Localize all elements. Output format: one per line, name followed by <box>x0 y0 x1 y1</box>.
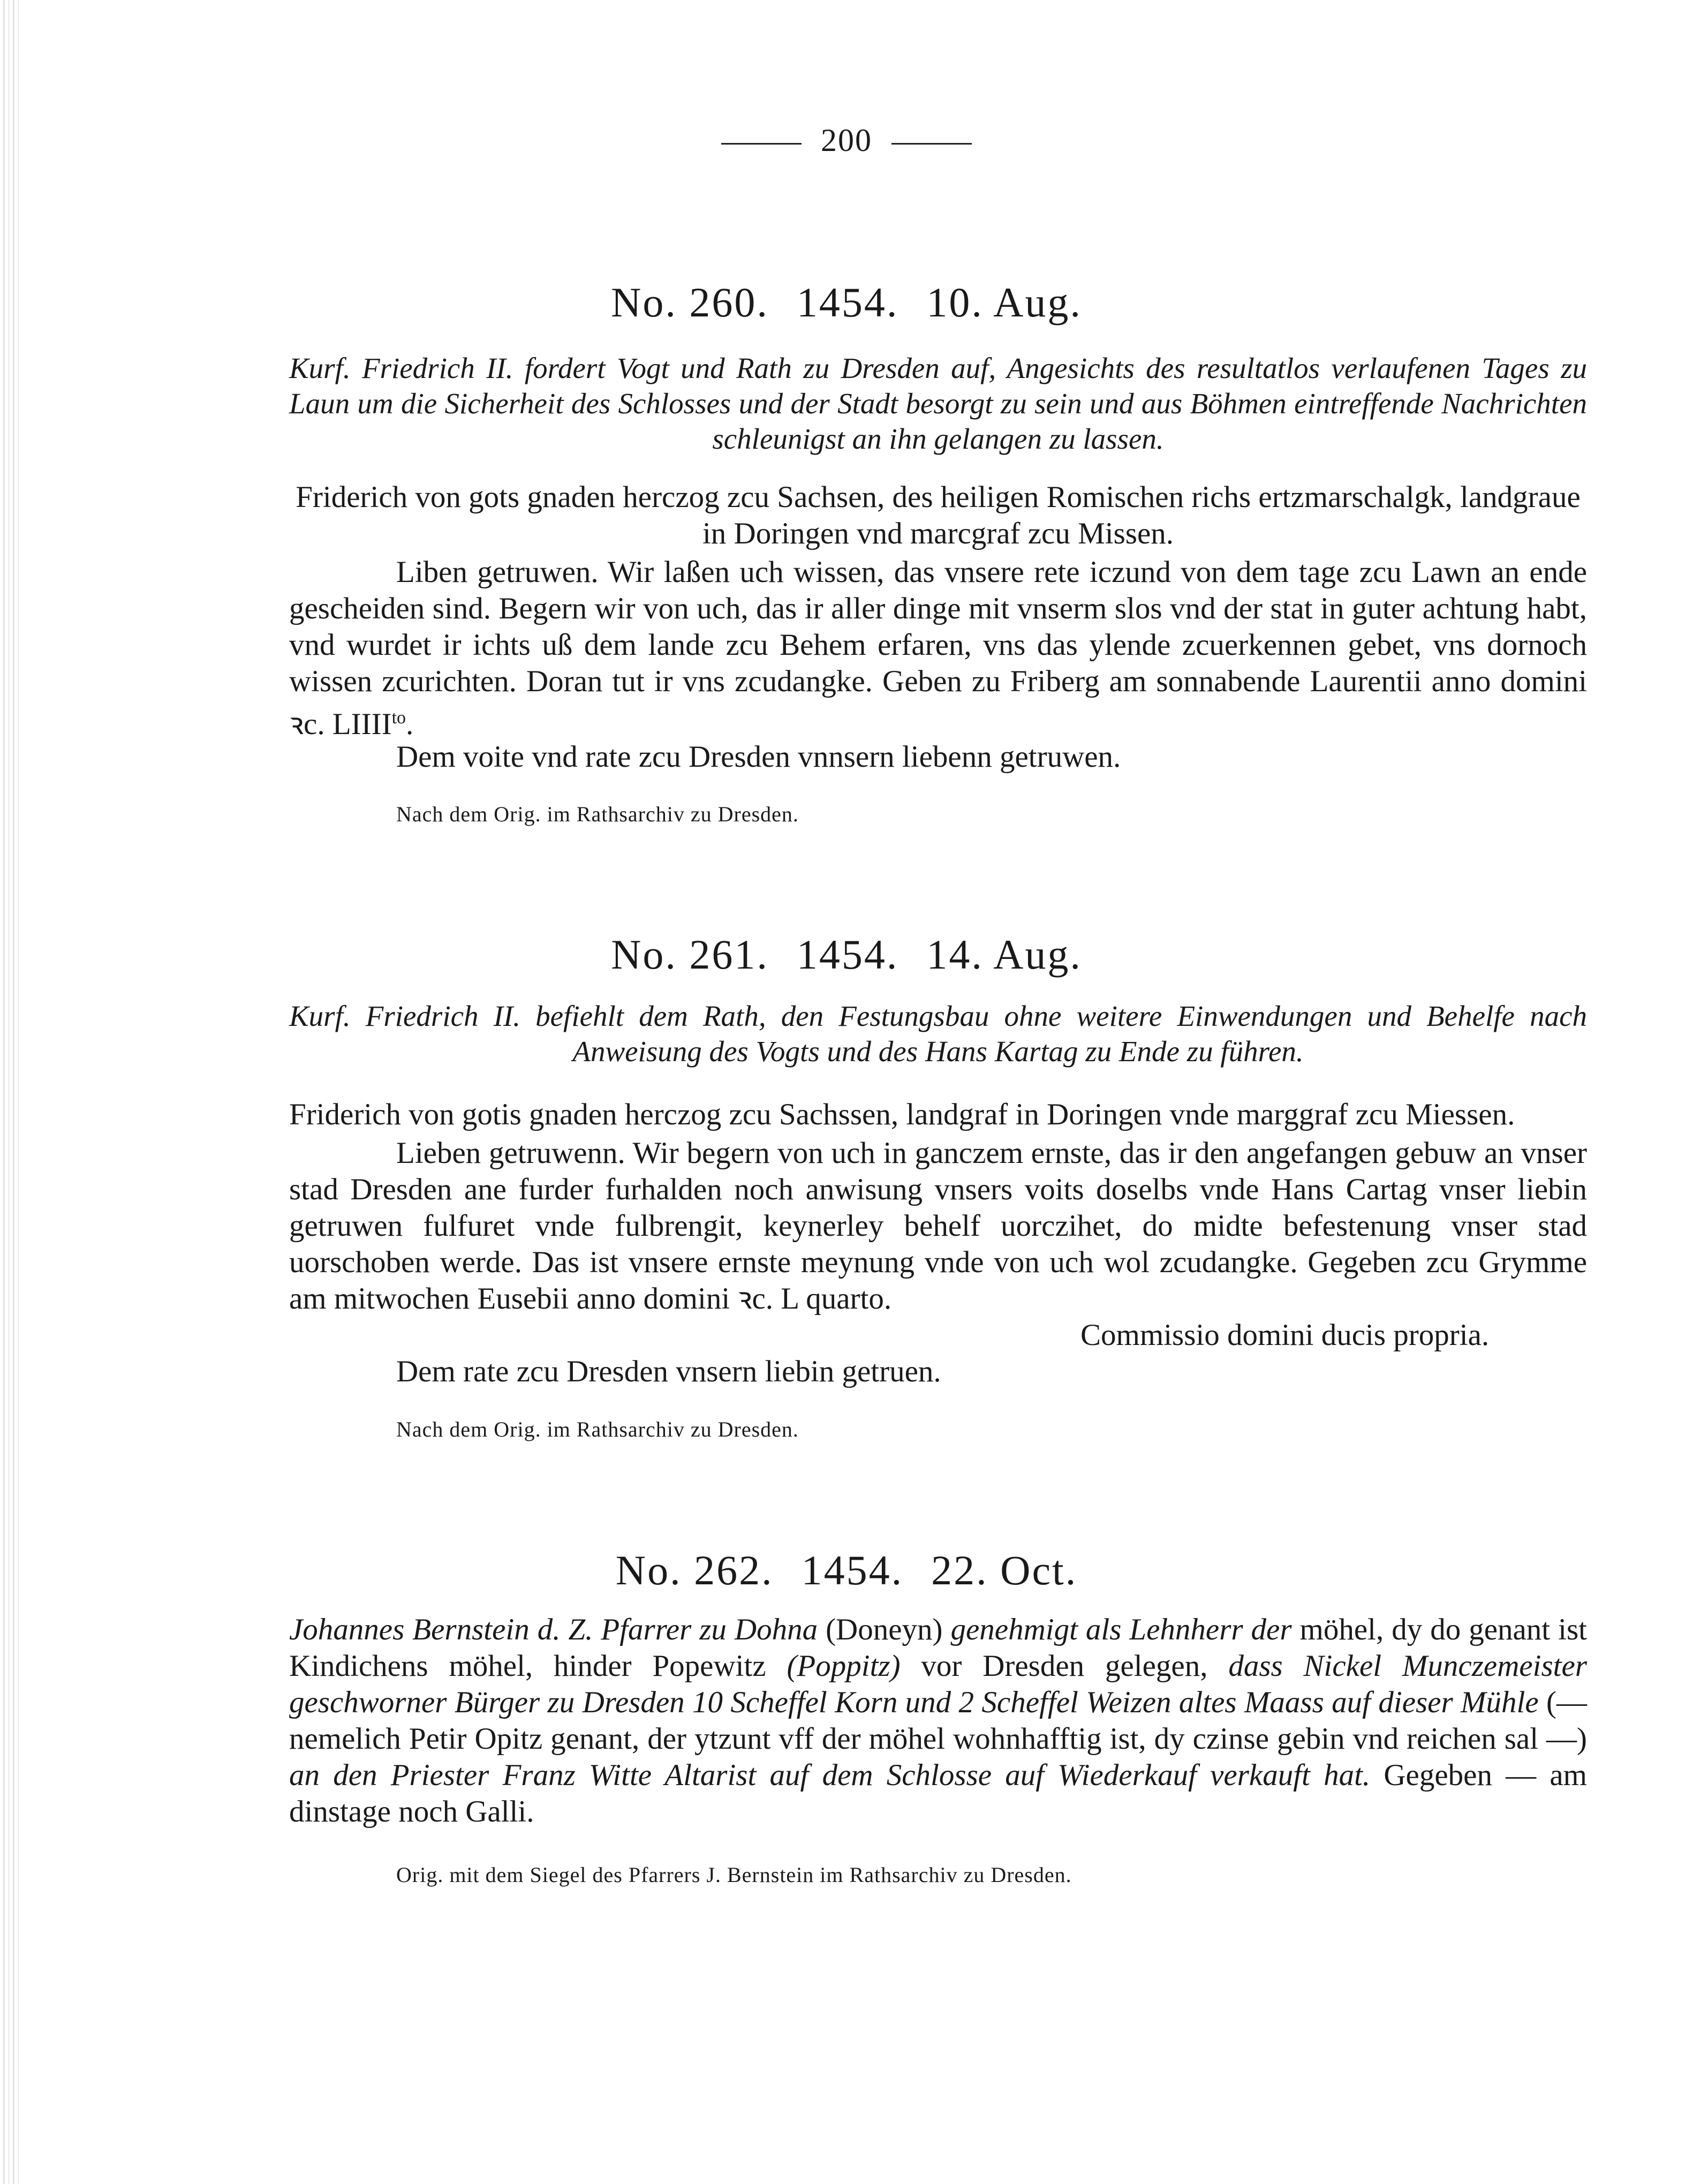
entry-date: 10. Aug. <box>926 279 1082 326</box>
regest-segment: vor Dresden gelegen, <box>900 1649 1229 1683</box>
regest-segment: Johannes Bernstein d. Z. Pfarrer zu Dohna <box>289 1613 818 1646</box>
entry-261-abstract: Kurf. Friedrich II. befiehlt dem Rath, den Festungsbau ohne weitere Einwendungen und Behelfe nach Anweisung des Vogts und des Hans Kartag zu Ende zu führen. <box>289 1000 1587 1068</box>
entry-262-regest <box>289 1612 1587 1830</box>
page-header <box>0 122 1693 159</box>
entry-year: 1454. <box>796 931 899 978</box>
entry-261-address: Dem rate zcu Dresden vnsern liebin getruen. <box>396 1355 941 1388</box>
regest-segment: an den Priester Franz Witte Altarist auf dem Schlosse auf Wiederkauf verkauft hat. <box>289 1758 1371 1792</box>
entry-260-body-text: Liben getruwen. Wir laßen uch wissen, das vnsere rete iczund von dem tage zcu Lawn an ende gescheiden sind. Begern wir von uch, das ir aller dinge mit vnserm slos vnd der stat in guter achtung habt, vnd wurdet ir ichts uß dem lande zcu Behem erfaren, vns das ylende zcuerkennen gebet, vns dornoch wissen zcurichten. Doran tut ir vns zcudangke. Geben zu Friberg am sonnabende Laurentii anno domini ꝛc. LIIII <box>289 555 1587 741</box>
entry-260-body-superscript: to <box>391 708 406 728</box>
entry-260-abstract: Kurf. Friedrich II. fordert Vogt und Rath zu Dresden auf, Angesichts des resultatlos verlaufenen Tages zu Laun um die Sicherheit des Schlosses und der Stadt besorgt zu sein und aus Böhmen eintreffende Nachrichten schleunigst an ihn gelangen zu lassen. <box>289 352 1587 455</box>
regest-segment: (— nemelich Petir Opitz genant, der ytzunt vff der möhel wohnhafftig ist, dy czinse gebin vnd reichen sal —) <box>289 1686 1587 1756</box>
regest-segment: Gegeben — am dinstage noch Galli. <box>289 1758 1588 1828</box>
regest-segment: (Poppitz) <box>787 1649 901 1683</box>
entry-262-source: Orig. mit dem Siegel des Pfarrers J. Bernstein im Rathsarchiv zu Dresden. <box>396 1863 1072 1887</box>
entry-number: No. 261. <box>611 931 769 978</box>
entry-year: 1454. <box>801 1547 904 1593</box>
regest-segment: möhel, dy do genant ist Kindichens möhel, hinder Popewitz <box>289 1613 1587 1683</box>
entry-date: 14. Aug. <box>926 931 1082 978</box>
page-number: 200 <box>821 123 872 158</box>
entry-year: 1454. <box>796 279 899 326</box>
entry-261-source: Nach dem Orig. im Rathsarchiv zu Dresden. <box>396 1417 799 1441</box>
header-rule-left <box>721 143 802 145</box>
regest-segment: genehmigt als Lehnherr der <box>950 1613 1292 1646</box>
entry-260-source: Nach dem Orig. im Rathsarchiv zu Dresden. <box>396 802 799 826</box>
entry-262-title <box>0 1546 1693 1594</box>
entry-261-title <box>0 931 1693 979</box>
scan-edge-shadow <box>0 0 19 2184</box>
entry-date: 22. Oct. <box>931 1547 1078 1593</box>
entry-261-intitulatio: Friderich von gotis gnaden herczog zcu Sachssen, landgraf in Doringen vnde marggraf zcu Miessen. <box>289 1098 1515 1131</box>
entry-260-title <box>0 278 1693 327</box>
entry-260-address: Dem voite vnd rate zcu Dresden vnnsern liebenn getruwen. <box>396 740 1121 774</box>
entry-260-body <box>289 554 1587 743</box>
entry-260-intitulatio: Friderich von gots gnaden herczog zcu Sachsen, des heiligen Romischen richs ertzmarschalgk, landgraue in Doringen vnd marcgraf zcu Missen. <box>296 480 1581 550</box>
entry-260-body-end: . <box>406 707 414 741</box>
entry-number: No. 260. <box>611 279 769 326</box>
entry-261-subscription: Commissio domini ducis propria. <box>1080 1318 1490 1352</box>
entry-number: No. 262. <box>615 1547 774 1593</box>
regest-segment: (Doneyn) <box>818 1613 951 1646</box>
header-rule-right <box>891 143 972 145</box>
entry-261-body: Lieben getruwenn. Wir begern von uch in ganczem ernste, das ir den angefangen gebuw an vnser stad Dresden ane furder furhalden noch anwisung vnsers voits doselbs vnde Hans Cartag vnser liebin getruwen fulfuret vnde fulbrengit, keynerley behelf uorczihet, do midte befestenung vnser stad uorschoben werde. Das ist vnsere ernste meynung vnde von uch wol zcudangke. Gegeben zcu Grymme am mitwochen Eusebii anno domini ꝛc. L quarto. <box>289 1136 1587 1316</box>
regest-segment: dass Nickel Munczemeister geschworner Bürger zu Dresden 10 Scheffel Korn und 2 Scheffel Weizen altes Maass auf dieser Mühle <box>289 1649 1587 1719</box>
